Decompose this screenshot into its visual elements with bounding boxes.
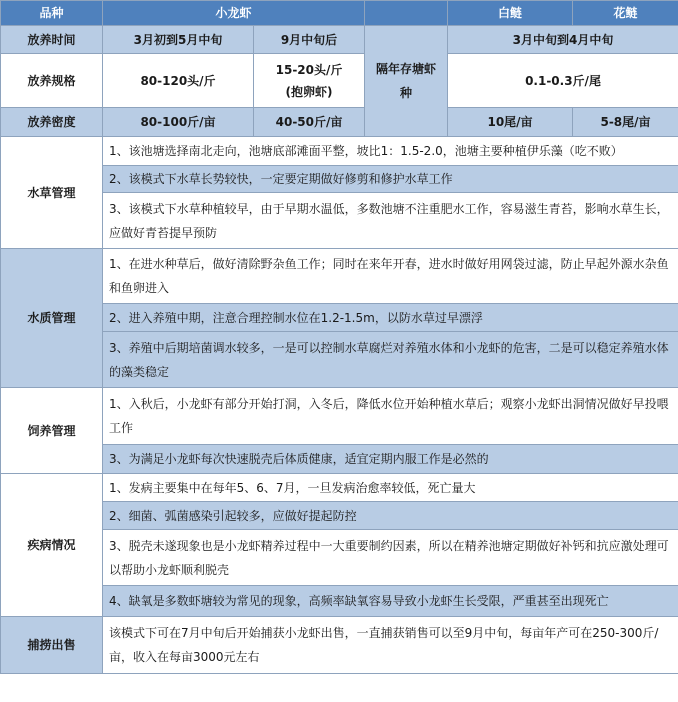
section-row: [1, 617, 678, 674]
stocking-time-crayfish-a: 3月初到5月中旬: [103, 26, 254, 54]
stocking-density-silver: 10尾/亩: [448, 108, 573, 137]
note-item: 2、细菌、弧菌感染引起较多，应做好提起防控: [103, 502, 678, 530]
section-row: [1, 474, 678, 502]
stocking-spec-crayfish-a: 80-120头/斤: [103, 54, 254, 108]
section-label-feeding: 饲养管理: [1, 388, 103, 474]
header-bighead-carp: 花鲢: [573, 1, 678, 26]
note-item: 3、脱壳未遂现象也是小龙虾精养过程中一大重要制约因素，所以在精养池塘定期做好补钙和抗应激处理可以帮助小龙虾顺利脱壳: [103, 530, 678, 586]
section-label-water-plants: 水草管理: [1, 137, 103, 249]
note-item: 1、发病主要集中在每年5、6、7月，一旦发病治愈率较低，死亡量大: [103, 474, 678, 502]
stocking-spec-crayfish-b-line2: (抱卵虾): [285, 84, 333, 99]
note-item: 1、在进水种草后，做好清除野杂鱼工作；同时在来年开春，进水时做好用网袋过滤，防止早起外源水杂鱼和鱼卵进入: [103, 249, 678, 304]
stocking-spec-crayfish-b: [254, 54, 365, 108]
note-item: 该模式下可在7月中旬后开始捕获小龙虾出售，一直捕获销售可以至9月中旬，每亩年产可在250-300斤/亩，收入在每亩3000元左右: [103, 617, 678, 674]
section-label-disease: 疾病情况: [1, 474, 103, 617]
section-row: [1, 193, 678, 249]
stocking-spec-label: 放养规格: [1, 54, 103, 108]
overwintering-seed: 隔年存塘虾种: [365, 26, 448, 137]
stocking-time-row: [1, 26, 678, 54]
header-variety: 品种: [1, 1, 103, 26]
stocking-time-carp: 3月中旬到4月中旬: [448, 26, 678, 54]
note-item: 3、该模式下水草种植较早，由于早期水温低，多数池塘不注重肥水工作，容易滋生青苔，影响水草生长，应做好青苔提早预防: [103, 193, 678, 249]
note-item: 4、缺氧是多数虾塘较为常见的现象，高频率缺氧容易导致小龙虾生长受限，严重甚至出现死亡: [103, 586, 678, 617]
stocking-density-label: 放养密度: [1, 108, 103, 137]
section-row: [1, 332, 678, 388]
section-row: [1, 530, 678, 586]
note-item: 2、该模式下水草长势较快，一定要定期做好修剪和修护水草工作: [103, 166, 678, 193]
header-row: [1, 1, 678, 26]
note-item: 3、养殖中后期培菌调水较多，一是可以控制水草腐烂对养殖水体和小龙虾的危害，二是可以稳定养殖水体的藻类稳定: [103, 332, 678, 388]
stocking-time-crayfish-b: 9月中旬后: [254, 26, 365, 54]
stocking-spec-carp: 0.1-0.3斤/尾: [448, 54, 678, 108]
note-item: 1、入秋后，小龙虾有部分开始打洞，入冬后，降低水位开始种植水草后；观察小龙虾出洞情况做好早投喂工作: [103, 388, 678, 445]
section-row: [1, 445, 678, 474]
section-row: [1, 586, 678, 617]
section-row: [1, 166, 678, 193]
header-silver-carp: 白鲢: [448, 1, 573, 26]
stocking-spec-row: [1, 54, 678, 108]
section-row: [1, 304, 678, 332]
note-item: 2、进入养殖中期，注意合理控制水位在1.2-1.5m，以防水草过早漂浮: [103, 304, 678, 332]
section-label-harvest: 捕捞出售: [1, 617, 103, 674]
stocking-spec-crayfish-b-line1: 15-20头/斤: [275, 62, 343, 77]
header-crayfish: 小龙虾: [103, 1, 365, 26]
section-label-water-quality: 水质管理: [1, 249, 103, 388]
section-row: [1, 137, 678, 166]
stocking-density-crayfish-a: 80-100斤/亩: [103, 108, 254, 137]
section-row: [1, 388, 678, 445]
note-item: 1、该池塘选择南北走向，池塘底部滩面平整，坡比1：1.5-2.0，池塘主要种植伊乐藻（吃不败）: [103, 137, 678, 166]
stocking-density-bighead: 5-8尾/亩: [573, 108, 678, 137]
stocking-density-crayfish-b: 40-50斤/亩: [254, 108, 365, 137]
stocking-time-label: 放养时间: [1, 26, 103, 54]
note-item: 3、为满足小龙虾每次快速脱壳后体质健康，适宜定期内服工作是必然的: [103, 445, 678, 474]
stocking-density-row: [1, 108, 678, 137]
section-row: [1, 249, 678, 304]
header-blank: [365, 1, 448, 26]
section-row: [1, 502, 678, 530]
